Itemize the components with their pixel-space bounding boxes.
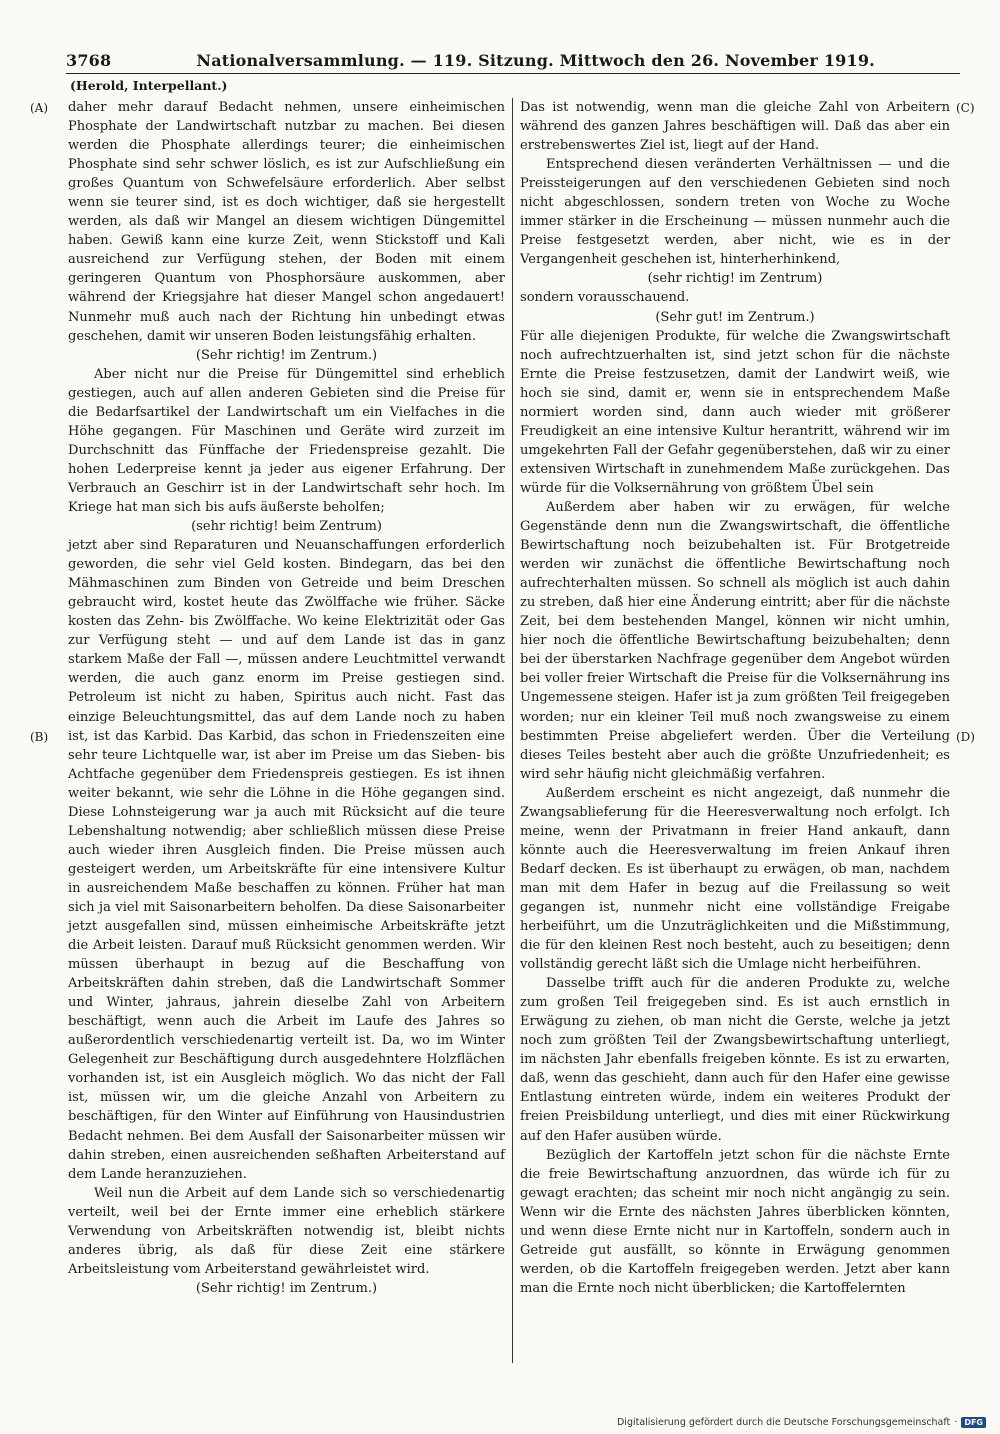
interjection: (Sehr richtig! im Zentrum.) — [195, 1280, 378, 1296]
paragraph: Entsprechend diesen veränderten Verhältnissen — und die Preissteigerungen auf den verschiedenen Gebieten sind noch nicht abgeschlossen, sondern treten von Woche zu Woche immer stärker in die Erscheinung — müssen nunmehr auch die Preise festgesetzt werden, aber nicht, wie es in der Vergangenheit geschehen ist, hinterherhinkend, — [520, 157, 950, 268]
footer: Digitalisierung gefördert durch die Deutsche Forschungsgemeinschaft · DFG — [617, 1417, 986, 1428]
footer-credit: Digitalisierung gefördert durch die Deutsche Forschungsgemeinschaft — [616, 1417, 951, 1428]
dfg-logo: DFG — [961, 1417, 986, 1428]
paragraph: Für alle diejenigen Produkte, für welche die Zwangswirtschaft noch aufrechtzuerhalten ist, sind jetzt schon für die nächste Ernte die Preise festzusetzen, damit der Landwirt weiß, wie hoch sie sind, damit er, wenn sie in entsprechendem Maße normiert worden sind, dann auch wieder mit größerer Freudigkeit an eine intensive Kultur herantritt, während wir im umgekehrten Fall der Gefahr gegenüberstehen, daß wir zu einer extensiven Wirtschaft in zunehmendem Maße zurückgehen. Das würde für die Volksernährung von größtem Übel sein — [520, 328, 950, 496]
paragraph: daher mehr darauf Bedacht nehmen, unsere einheimischen Phosphate der Landwirtschaft nutzbar zu machen. Bei diesen werden die Phosphate allerdings teurer; die einheimischen Phosphate sind sehr schwer löslich, es ist zur Aufschließung ein großes Quantum von Schwefelsäure erforderlich. Aber selbst wenn sie teurer sind, ist es doch wichtiger, daß sie hergestellt werden, als daß wir Mangel an diesem wichtigen Düngemittel haben. Gewiß kann eine kurze Zeit, wenn Stickstoff und Kali ausreichend zur Verfügung stehen, der Boden mit einem geringeren Quantum von Phosphorsäure auskommen, aber während der Kriegsjahre hat dieser Mangel schon angedauert! Nunmehr muß auch nach der Richtung hin unbedingt etwas geschehen, damit wir unseren Boden leistungsfähig erhalten. — [68, 100, 505, 344]
column-divider — [512, 98, 513, 1363]
paragraph: Aber nicht nur die Preise für Düngemittel sind erheblich gestiegen, auch auf allen anderen Gebieten sind die Preise für die Bedarfsartikel der Landwirtschaft um ein Vielfaches in die Höhe gegangen. Für Maschinen und Geräte wird zurzeit im Durchschnitt das Fünffache der Friedenspreise gezahlt. Die hohen Lederpreise kennt ja jeder aus eigener Erfahrung. Der Verbrauch an Geschirr ist in der Landwirtschaft sehr hoch. Im Kriege hat man sich bis aufs äußerste beholfen; — [68, 366, 505, 515]
header-rule — [66, 73, 960, 74]
margin-marker-a: (A) — [30, 101, 49, 115]
interjection: (Sehr richtig! im Zentrum.) — [195, 347, 378, 363]
paragraph: Bezüglich der Kartoffeln jetzt schon für die nächste Ernte die freie Bewirtschaftung anzuordnen, das würde ich für zu gewagt erachten; das scheint mir noch nicht angängig zu sein. Wenn wir die Ernte des nächsten Jahres überblicken könnten, und wenn diese Ernte nicht nur in Kartoffeln, sondern auch in Getreide gut ausfällt, so könnte in Erwägung genommen werden, ob die Kartoffeln freigegeben werden. Jetzt aber kann man die Ernte noch nicht überblicken; die Kartoffelernten — [520, 1147, 950, 1296]
interjection: (Sehr gut! im Zentrum.) — [655, 309, 815, 325]
margin-marker-d: (D) — [956, 730, 975, 744]
page-number: 3768 — [66, 51, 112, 70]
paragraph: Außerdem erscheint es nicht angezeigt, daß nunmehr die Zwangsablieferung für die Heeresverwaltung noch erfolgt. Ich meine, wenn der Privatmann in freier Hand ankauft, dann könnte auch die Heeresverwaltung im freien Ankauf ihren Bedarf decken. Es ist überhaupt zu erwägen, ob man, nachdem man mit dem Hafer in bezug auf die Freilassung so weit gegangen ist, nunmehr nicht eine vollständige Freigabe herbeiführt, um die Unzuträglichkeiten und die Mißstimmung, die für den kleinen Rest noch besteht, auch zu beseitigen; denn vollständig gerecht läßt sich die Umlage nicht herbeiführen. — [520, 785, 950, 973]
right-column — [520, 98, 950, 1298]
speaker-label: (Herold, Interpellant.) — [70, 78, 228, 93]
paragraph: Das ist notwendig, wenn man die gleiche Zahl von Arbeitern während des ganzen Jahres beschäftigen will. Daß das aber ein erstrebenswertes Ziel ist, liegt auf der Hand. — [520, 100, 950, 154]
interjection: (sehr richtig! im Zentrum) — [647, 271, 823, 287]
left-column — [68, 98, 505, 1298]
page-header — [66, 40, 960, 70]
paragraph: Dasselbe trifft auch für die anderen Produkte zu, welche zum großen Teil freigegeben sind. Es ist auch ernstlich in Erwägung zu ziehen, ob man nicht die Gerste, welche ja jetzt noch zum größten Teil der Zwangsbewirtschaftung unterliegt, im nächsten Jahr ebenfalls freigeben könnte. Es ist zu erwarten, daß, wenn das geschieht, dann auch für den Hafer eine gewisse Entlastung eintreten würde, indem ein weiteres Produkt der freien Preisbildung unterliegt, und dies mit einer Rückwirkung auf den Hafer ausüben würde. — [520, 976, 950, 1144]
paragraph: sondern vorausschauend. — [520, 290, 690, 306]
paragraph: Weil nun die Arbeit auf dem Lande sich so verschiedenartig verteilt, weil bei der Ernte immer eine erheblich stärkere Verwendung von Arbeitskräften notwendig ist, bleibt nichts anderes übrig, als daß für diese Zeit eine stärkere Arbeitsleistung vom Arbeiterstand gewährleistet wird. — [68, 1185, 505, 1277]
margin-marker-c: (C) — [956, 101, 975, 115]
margin-marker-b: (B) — [30, 730, 49, 744]
page-title: Nationalversammlung. — 119. Sitzung. Mittwoch den 26. November 1919. — [196, 51, 875, 70]
paragraph: Außerdem aber haben wir zu erwägen, für welche Gegenstände denn nun die Zwangswirtschaft, die öffentliche Bewirtschaftung noch beizubehalten ist. Für Brotgetreide werden wir zunächst die öffentliche Bewirtschaftung noch aufrechterhalten müssen. So schnell als möglich ist auch dahin zu streben, daß hier eine Änderung eintritt; aber für die nächste Zeit, bei dem bestehenden Mangel, können wir nicht umhin, hier noch die öffentliche Bewirtschaftung beizubehalten; denn bei der überstarken Nachfrage gegenüber dem Angebot würden bei voller freier Wirtschaft die Preise für die Volksernährung ins Ungemessene steigen. Hafer ist ja zum größten Teil freigegeben worden; nur ein kleiner Teil muß noch zwangsweise zu einem bestimmten Preise abgeliefert werden. Über die Verteilung dieses Teiles besteht aber auch die größte Unzufriedenheit; es wird sehr häufig nicht gleichmäßig verfahren. — [520, 499, 950, 782]
interjection: (sehr richtig! beim Zentrum) — [191, 519, 382, 535]
paragraph: jetzt aber sind Reparaturen und Neuanschaffungen erforderlich geworden, die sehr viel Geld kosten. Bindegarn, das bei den Mähmaschinen zum Binden von Getreide und beim Dreschen gebraucht wird, kostet heute das Zwölffache wie früher. Säcke kosten das Zehn- bis Zwölffache. Wo keine Elektrizität oder Gas zur Verfügung steht — und auf dem Lande ist das in ganz starkem Maße der Fall —, müssen andere Leuchtmittel verwandt werden, die auch ganz enorm im Preise gestiegen sind. Petroleum ist nicht zu haben, Spiritus auch nicht. Fast das einzige Beleuchtungsmittel, das auf dem Lande noch zu haben ist, ist das Karbid. Das Karbid, das schon in Friedenszeiten eine sehr teure Lichtquelle war, ist aber im Preise um das Sieben- bis Achtfache gegenüber dem Friedenspreis gestiegen. Es ist ihnen weiter bekannt, wie sehr die Löhne in die Höhe gegangen sind. Diese Lohnsteigerung war ja auch mit Rücksicht auf die teure Lebenshaltung notwendig; aber schließlich müssen diese Preise auch wieder ihren Ausgleich finden. Die Preise müssen auch gesteigert werden, um Arbeitskräfte für eine intensivere Kultur in ausreichendem Maße beschaffen zu können. Früher hat man sich ja viel mit Saisonarbeitern beholfen. Da diese Saisonarbeiter jetzt ausgefallen sind, müssen einheimische Arbeitskräfte jetzt die Arbeit leisten. Darauf muß Rücksicht genommen werden. Wir müssen überhaupt in bezug auf die Beschaffung von Arbeitskräften dahin streben, daß die Landwirtschaft Sommer und Winter, jahraus, jahrein dieselbe Zahl von Arbeitern beschäftigt, wenn auch die Arbeit im Laufe des Jahres so außerordentlich verschiedenartig verteilt ist. Da, wo im Winter Gelegenheit zur Beschäftigung durch ausgedehntere Holzflächen vorhanden ist, ist ein Ausgleich möglich. Wo das nicht der Fall ist, müssen wir, um die gleiche Anzahl von Arbeitern zu beschäftigen, für den Winter auf Einführung von Hausindustrien Bedacht nehmen. Bei dem Ausfall der Saisonarbeiter müssen wir dahin streben, einen ausreichenden seßhaften Arbeiterstand auf dem Lande heranzuziehen. — [68, 538, 505, 1182]
